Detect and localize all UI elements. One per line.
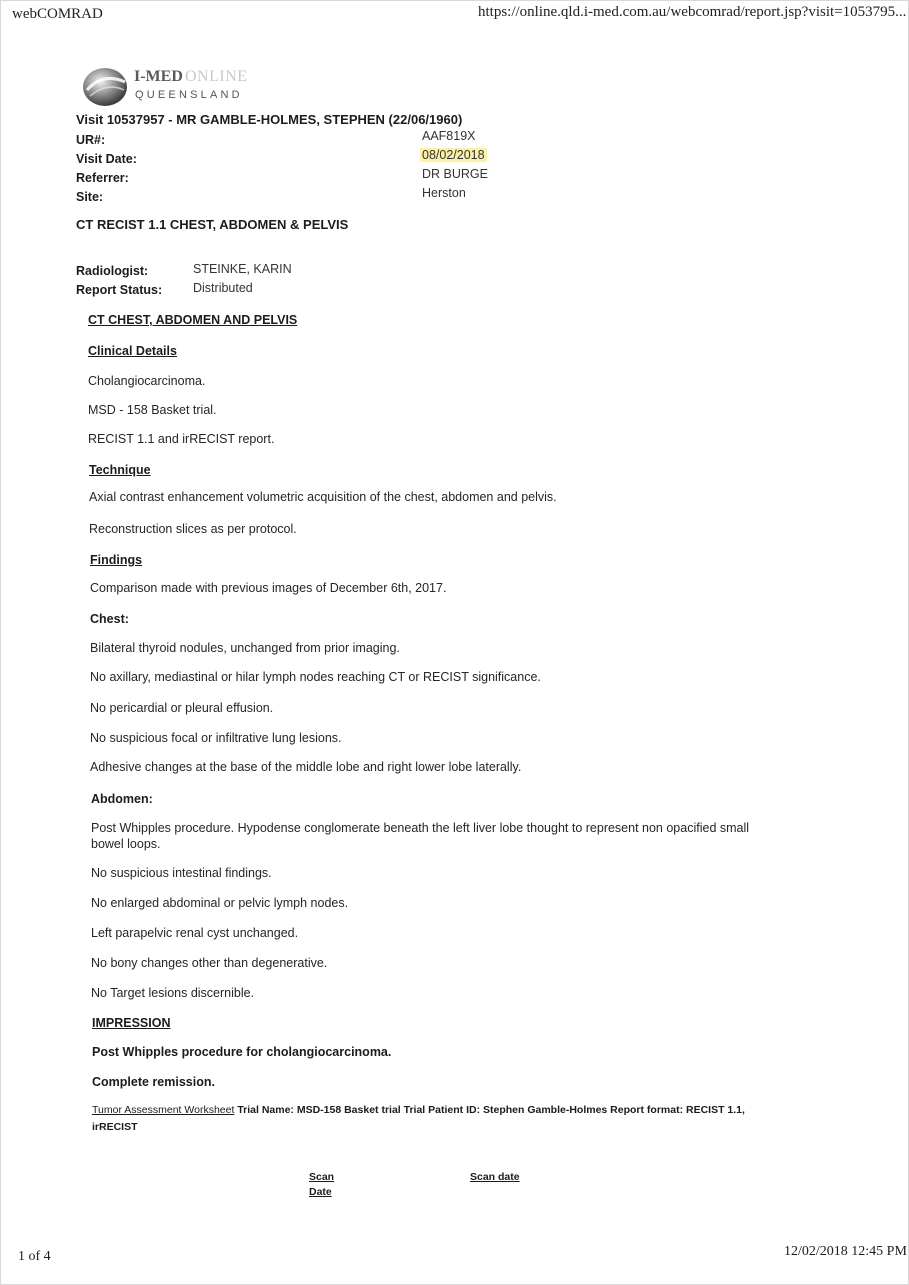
chest-finding: No axillary, mediastinal or hilar lymph nodes reaching CT or RECIST significance. xyxy=(90,670,541,684)
logo-brand-online: ONLINE xyxy=(185,68,248,85)
print-header-app-name: webCOMRAD xyxy=(12,6,103,22)
referrer-label: Referrer: xyxy=(76,171,129,185)
report-title: CT CHEST, ABDOMEN AND PELVIS xyxy=(88,313,298,327)
abdomen-finding: Left parapelvic renal cyst unchanged. xyxy=(91,926,299,940)
radiologist-label: Radiologist: xyxy=(76,264,149,278)
technique-heading: Technique xyxy=(89,463,151,477)
site-label: Site: xyxy=(76,190,104,204)
report-status-value: Distributed xyxy=(193,281,253,295)
impression-heading: IMPRESSION xyxy=(92,1016,171,1030)
abdomen-finding: No enlarged abdominal or pelvic lymph nodes. xyxy=(91,896,349,910)
chest-heading: Chest: xyxy=(90,612,129,626)
site-value: Herston xyxy=(422,186,466,200)
report-status-label: Report Status: xyxy=(76,283,163,297)
chest-finding: No pericardial or pleural effusion. xyxy=(90,701,274,715)
chest-finding: Bilateral thyroid nodules, unchanged from prior imaging. xyxy=(90,641,400,655)
worksheet-line-2: irRECIST xyxy=(92,1121,138,1133)
ur-value: AAF819X xyxy=(422,129,476,143)
chest-finding: No suspicious focal or infiltrative lung lesions. xyxy=(90,731,342,745)
logo-brand-imed: I-MED xyxy=(134,68,183,85)
findings-heading: Findings xyxy=(90,553,143,567)
radiologist-value: STEINKE, KARIN xyxy=(193,262,292,276)
worksheet-line xyxy=(92,1104,745,1116)
clinical-line: MSD - 158 Basket trial. xyxy=(88,403,217,417)
ur-label: UR#: xyxy=(76,133,106,147)
print-footer-timestamp: 12/02/2018 12:45 PM xyxy=(784,1244,907,1259)
technique-line: Reconstruction slices as per protocol. xyxy=(89,522,297,536)
scan-date-column-header-a1: Scan xyxy=(309,1171,335,1183)
exam-title: CT RECIST 1.1 CHEST, ABDOMEN & PELVIS xyxy=(76,217,349,232)
impression-line: Post Whipples procedure for cholangiocarcinoma. xyxy=(92,1045,392,1059)
visit-date-label: Visit Date: xyxy=(76,152,137,166)
i-med-logo-icon xyxy=(81,66,129,108)
visit-date-value xyxy=(420,148,487,162)
visit-date-highlight: 08/02/2018 xyxy=(422,148,485,162)
abdomen-finding: No Target lesions discernible. xyxy=(91,986,255,1000)
impression-line: Complete remission. xyxy=(92,1075,215,1089)
scan-date-column-header-a2: Date xyxy=(309,1186,332,1198)
chest-finding: Adhesive changes at the base of the middle lobe and right lower lobe laterally. xyxy=(90,760,522,774)
abdomen-finding: No bony changes other than degenerative. xyxy=(91,956,328,970)
abdomen-finding-first-b: bowel loops. xyxy=(91,837,161,851)
print-footer-page-counter: 1 of 4 xyxy=(18,1249,51,1264)
comparison-line: Comparison made with previous images of December 6th, 2017. xyxy=(90,581,447,595)
referrer-value: DR BURGE xyxy=(422,167,488,181)
clinical-details-heading: Clinical Details xyxy=(88,344,177,358)
abdomen-heading: Abdomen: xyxy=(91,792,153,806)
scan-date-column-header-b: Scan date xyxy=(470,1171,520,1183)
abdomen-finding-first-a: Post Whipples procedure. Hypodense conglomerate beneath the left liver lobe thought to represent non opacified small xyxy=(91,821,750,835)
clinical-line: Cholangiocarcinoma. xyxy=(88,374,206,388)
worksheet-details: Trial Name: MSD-158 Basket trial Trial Patient ID: Stephen Gamble-Holmes Report format: RECIST 1.1, xyxy=(237,1104,745,1116)
technique-line: Axial contrast enhancement volumetric acquisition of the chest, abdomen and pelvis. xyxy=(89,490,557,504)
visit-line: Visit 10537957 - MR GAMBLE-HOLMES, STEPHEN (22/06/1960) xyxy=(76,112,463,127)
clinical-line: RECIST 1.1 and irRECIST report. xyxy=(88,432,275,446)
worksheet-link[interactable]: Tumor Assessment Worksheet xyxy=(92,1104,235,1116)
print-header-url[interactable]: https://online.qld.i-med.com.au/webcomrad/report.jsp?visit=1053795... xyxy=(478,4,907,20)
abdomen-finding: No suspicious intestinal findings. xyxy=(91,866,272,880)
logo-region: QUEENSLAND xyxy=(135,89,243,101)
